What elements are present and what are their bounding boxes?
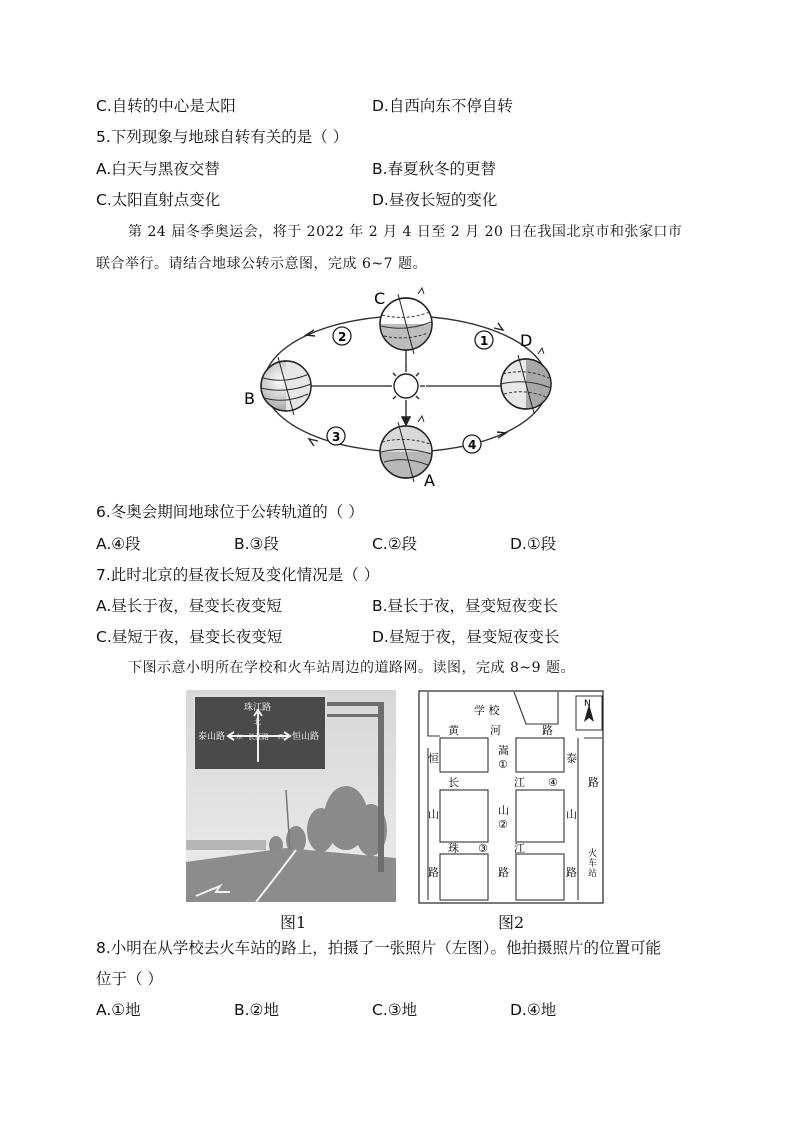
sign-north-road: 珠江路 — [244, 703, 272, 713]
train-station-label — [588, 847, 597, 879]
svg-text:3: 3 — [332, 430, 341, 444]
figure-2-caption: 图2 — [498, 913, 525, 932]
label-a: A — [424, 471, 435, 490]
q7-option-d: D.昼短于夜，昼变短夜变长 — [372, 628, 560, 646]
earth-position-c — [380, 288, 432, 354]
orbit-direction-arrow — [309, 439, 318, 446]
map-label: 山 — [428, 808, 439, 821]
map-label: 长 — [448, 776, 459, 789]
map-label: 江 — [514, 842, 525, 855]
map-label: 江 — [514, 776, 525, 789]
map-label: 路 — [498, 866, 509, 879]
svg-text:站: 站 — [588, 869, 598, 879]
q6-option-a: A.④段 — [96, 535, 141, 553]
q4-option-c: C.自转的中心是太阳 — [96, 97, 236, 115]
label-c: C — [374, 289, 386, 308]
q6-option-d: D.①段 — [510, 535, 557, 553]
q6-option-c: C.②段 — [372, 535, 418, 553]
svg-text:车: 车 — [588, 859, 598, 869]
point-3: ③ — [478, 842, 488, 855]
q6-option-b: B.③段 — [234, 535, 279, 553]
map-label: 路 — [542, 724, 553, 737]
map-label: 嵩 — [498, 744, 509, 757]
sign-east-dir: 西 — [278, 734, 285, 741]
school-label: 学 校 — [474, 704, 500, 717]
road-sign-photo — [186, 690, 396, 902]
segment-3-marker — [327, 427, 345, 445]
q6-stem: 6.冬奥会期间地球位于公转轨道的（ ） — [96, 503, 364, 521]
map-label: 黄 — [448, 724, 459, 737]
sun-icon — [387, 367, 425, 405]
sign-center-road: 长江路 — [248, 733, 269, 741]
earth-position-d — [501, 348, 551, 413]
q7-option-a: A.昼长于夜，昼变长夜变短 — [96, 597, 282, 615]
map-label: 恒 — [428, 752, 439, 765]
figure-1-caption: 图1 — [280, 913, 307, 932]
map-label: 路 — [566, 866, 577, 879]
sign-west-dir: 东 — [236, 734, 243, 741]
intro-paragraph-2: 下图示意小明所在学校和火车站周边的道路网。读图，完成 8~9 题。 — [128, 660, 575, 676]
map-label: 路 — [588, 776, 599, 789]
map-label: 河 — [490, 724, 501, 737]
segment-2-marker — [333, 327, 351, 345]
q8-stem-line-2: 位于（ ） — [96, 970, 163, 988]
q4-option-d: D.自西向东不停自转 — [372, 97, 513, 115]
road-network-map — [418, 690, 604, 904]
q8-option-d: D.④地 — [510, 1001, 557, 1019]
map-label: 路 — [428, 866, 439, 879]
q5-option-b: B.春夏秋冬的更替 — [372, 160, 497, 178]
map-label: 泰 — [566, 752, 577, 765]
label-b: B — [244, 389, 255, 408]
sign-north-dir: 北 — [254, 718, 261, 726]
q5-option-c: C.太阳直射点变化 — [96, 191, 221, 209]
q8-stem-line-1: 8.小明在从学校去火车站的路上，拍摄了一张照片（左图）。他拍摄照片的位置可能 — [96, 939, 662, 957]
q5-option-a: A.白天与黑夜交替 — [96, 160, 220, 178]
intro-paragraph-line-1: 第 24 届冬季奥运会，将于 2022 年 2 月 4 日至 2 月 20 日在我国北京市和张家口市 — [128, 224, 683, 240]
north-label: N — [584, 699, 591, 709]
q8-option-b: B.②地 — [234, 1001, 279, 1019]
q8-option-c: C.③地 — [372, 1001, 418, 1019]
q7-option-c: C.昼短于夜，昼变长夜变短 — [96, 628, 283, 646]
q5-option-d: D.昼夜长短的变化 — [372, 191, 498, 209]
map-label: 珠 — [448, 842, 459, 855]
segment-4-marker — [463, 435, 481, 453]
svg-text:1: 1 — [480, 334, 489, 348]
segment-1-marker — [475, 331, 493, 349]
q8-option-a: A.①地 — [96, 1001, 141, 1019]
map-label: 山 — [498, 804, 509, 817]
label-d: D — [520, 331, 533, 350]
point-4: ④ — [548, 776, 558, 789]
point-2: ② — [498, 818, 508, 831]
q5-stem: 5.下列现象与地球自转有关的是（ ） — [96, 128, 349, 146]
svg-text:4: 4 — [468, 438, 477, 452]
q7-stem: 7.此时北京的昼夜长短及变化情况是（ ） — [96, 566, 380, 584]
sign-west-road: 泰山路 — [198, 732, 226, 742]
orbit-direction-arrow — [494, 323, 503, 330]
sign-east-road: 恒山路 — [292, 732, 320, 742]
intro-paragraph-line-2: 联合举行。请结合地球公转示意图，完成 6~7 题。 — [96, 256, 427, 272]
map-label: 山 — [566, 808, 577, 821]
earth-orbit-diagram — [236, 284, 576, 494]
svg-text:2: 2 — [338, 330, 347, 344]
svg-text:火: 火 — [588, 849, 598, 859]
point-1: ① — [498, 758, 508, 771]
q7-option-b: B.昼长于夜，昼变短夜变长 — [372, 597, 559, 615]
